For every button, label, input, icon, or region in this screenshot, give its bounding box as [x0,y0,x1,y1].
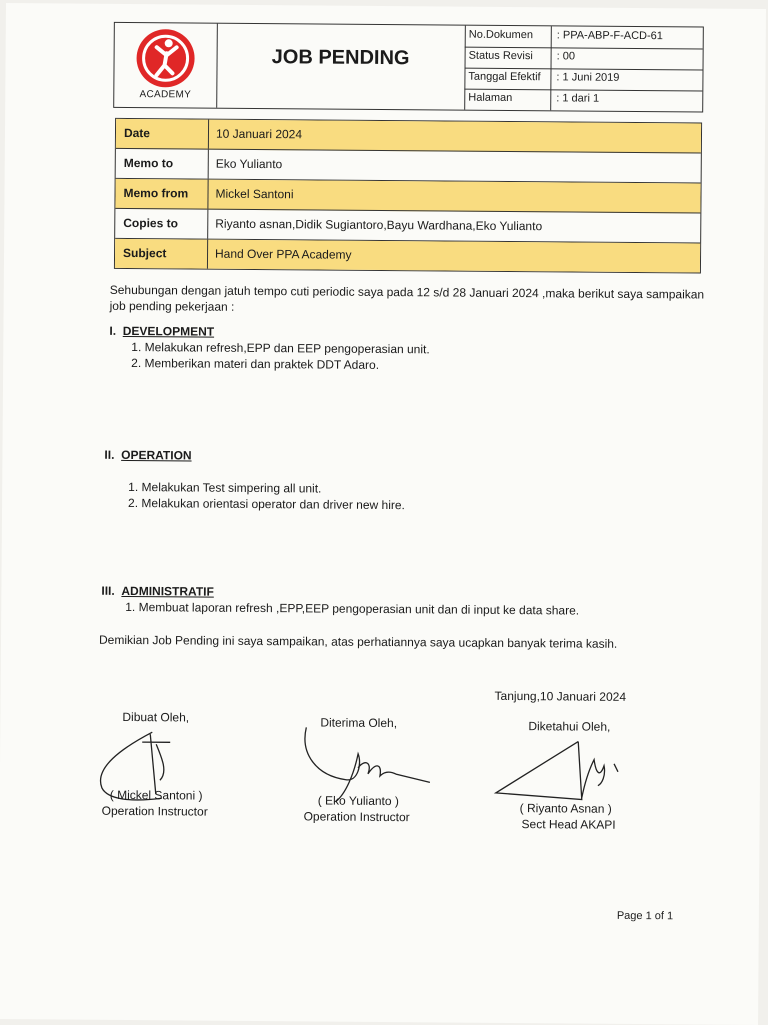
signature-heading: Diterima Oleh, [320,715,398,731]
meta-value: : 1 Juni 2019 [556,71,620,84]
memo-row-copies [115,209,700,244]
logo-text: ACADEMY [139,89,192,101]
intro-line: Sehubungan dengan jatuh tempo cuti periodic saya pada 12 s/d 28 Januari 2024 ,maka berikut saya sampaikan [109,282,705,302]
signatory-name: ( Eko Yulianto ) [317,793,399,809]
closing-text: Demikian Job Pending ini saya sampaikan, atas perhatiannya saya ucapkan banyak terima kasih. [98,632,618,651]
list-item: 1. Melakukan Test simpering all unit. [128,479,322,496]
title-cell [216,24,466,110]
section-heading-operation [104,448,191,463]
signature-heading: Dibuat Oleh, [122,709,190,725]
document-title: JOB PENDING [271,46,410,70]
memo-row-subject [115,239,700,273]
memo-table [114,118,702,274]
memo-divider [207,210,208,239]
logo-cell [114,23,218,108]
memo-divider [208,150,209,179]
signature-riyanto-asnan [490,737,631,808]
intro-paragraph [110,282,710,319]
section-title: DEVELOPMENT [122,323,215,339]
section-number: I. [109,323,117,338]
memo-value: Mickel Santoni [215,186,294,202]
list-item: 1. Melakukan refresh,EPP dan EEP pengoperasian unit. [131,340,430,357]
signature-eko-yulianto [296,723,437,804]
memo-label: Memo to [123,155,174,171]
section-number: III. [101,583,115,598]
signatory-role: Sect Head AKAPI [521,817,616,832]
signatory-name: ( Mickel Santoni ) [109,787,203,803]
list-item: 2. Melakukan orientasi operator dan driver new hire. [128,495,405,513]
page-number: Page 1 of 1 [616,909,674,923]
memo-value: Eko Yulianto [215,156,283,172]
meta-label: Halaman [468,91,513,104]
intro-line: job pending pekerjaan : [109,298,235,314]
memo-label: Date [123,125,151,141]
meta-value: : PPA-ABP-F-ACD-61 [556,29,663,43]
memo-row-to [116,149,701,184]
memo-value: 10 Januari 2024 [215,126,303,142]
memo-row-from [115,179,700,214]
meta-value: : 1 dari 1 [556,92,600,105]
meta-label: No.Dokumen [468,28,534,42]
signatory-name: ( Riyanto Asnan ) [519,801,612,816]
signature-heading: Diketahui Oleh, [528,719,611,734]
memo-label: Memo from [123,185,189,201]
meta-label: Status Revisi [468,49,533,63]
academy-logo-icon [136,29,194,87]
memo-label: Copies to [123,215,179,231]
signatory-role: Operation Instructor [303,809,410,825]
document-meta [464,26,703,112]
memo-divider [208,120,209,149]
section-heading-administratif [101,584,214,599]
signatory-role: Operation Instructor [101,803,208,819]
list-item: 2. Memberikan materi dan praktek DDT Adaro. [131,356,380,372]
memo-divider [207,180,208,209]
section-number: II. [104,447,115,462]
meta-row [464,89,702,112]
memo-row-date [116,119,701,154]
memo-value: Riyanto asnan,Didik Sugiantoro,Bayu Wardhana,Eko Yulianto [215,216,543,234]
section-title: ADMINISTRATIF [121,583,214,599]
section-heading-development [109,324,214,339]
section-title: OPERATION [121,447,192,463]
place-date: Tanjung,10 Januari 2024 [494,688,627,704]
memo-divider [207,240,208,269]
document-header [113,22,704,113]
document-page [0,3,766,1025]
meta-label: Tanggal Efektif [468,70,541,84]
list-item: 1. Membuat laporan refresh ,EPP,EEP pengoperasian unit dan di input ke data share. [125,599,580,618]
memo-label: Subject [122,245,167,261]
memo-value: Hand Over PPA Academy [214,246,352,262]
meta-value: : 00 [556,50,576,63]
